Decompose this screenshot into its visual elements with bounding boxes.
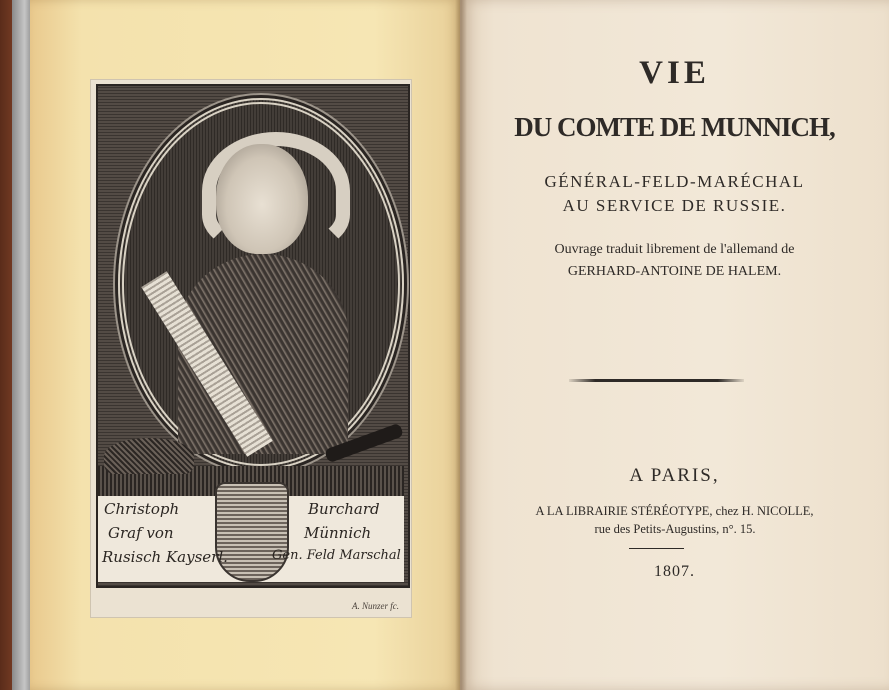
caption-right-2: Münnich (304, 524, 372, 542)
caption-left-1: Christoph (104, 500, 180, 518)
ornamental-rule (569, 379, 744, 382)
left-page (30, 0, 460, 690)
tricorn-hat-icon (104, 438, 194, 474)
subtitle: DU COMTE DE MUNNICH, (514, 112, 835, 142)
translation-line-1: Ouvrage traduit librement de l'allemand de (554, 242, 795, 257)
imprint-city: A PARIS, (629, 465, 720, 486)
publisher-line-2: rue des Petits-Augustins, n°. 15. (594, 522, 756, 536)
endpaper (12, 0, 30, 690)
translation-line-2: GERHARD-ANTOINE DE HALEM. (567, 264, 782, 279)
short-rule (629, 548, 684, 549)
caption-left-3: Rusisch Kayserl. (102, 548, 228, 566)
book-gutter (455, 0, 467, 690)
caption-left-2: Graf von (108, 524, 174, 542)
coat-of-arms-icon (215, 482, 289, 582)
title: VIE (639, 55, 710, 91)
caption-right-1: Burchard (308, 500, 380, 518)
portrait-head (216, 144, 308, 254)
right-page (460, 0, 889, 690)
rank-line-1: GÉNÉRAL-FELD-MARÉCHAL (544, 172, 805, 191)
portrait-engraving (96, 84, 410, 588)
caption-right-3: Gen. Feld Marschal (272, 548, 401, 563)
portrait-oval-frame (118, 98, 404, 470)
publisher-line-1: A LA LIBRAIRIE STÉRÉOTYPE, chez H. NICOLLE, (535, 504, 814, 518)
engraver-signature: A. Nunzer fc. (352, 601, 399, 611)
rank-line-2: AU SERVICE DE RUSSIE. (562, 196, 787, 215)
portrait-plate (90, 79, 412, 618)
imprint-year: 1807. (654, 563, 695, 580)
